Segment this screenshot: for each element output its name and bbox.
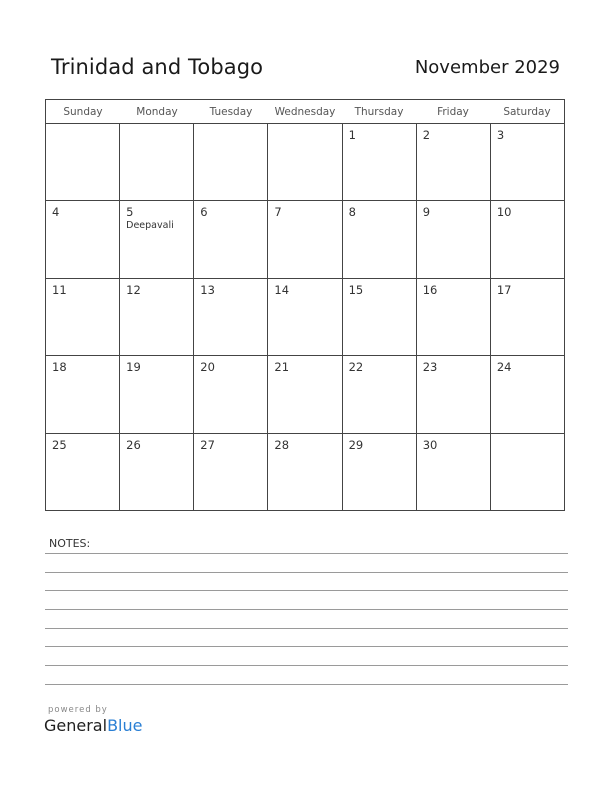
day-cell <box>268 356 342 432</box>
day-number: 25 <box>52 437 67 452</box>
day-cell <box>268 201 342 277</box>
day-number: 30 <box>422 437 438 452</box>
note-line <box>45 684 568 685</box>
day-number: 11 <box>52 282 67 297</box>
day-cell <box>417 434 491 511</box>
day-cell <box>46 124 120 200</box>
notes-label: NOTES: <box>49 537 91 550</box>
note-line <box>45 665 568 666</box>
day-number: 28 <box>274 437 290 452</box>
day-cell <box>417 201 491 277</box>
day-cell <box>268 279 342 355</box>
day-cell <box>120 124 194 200</box>
day-cell <box>343 279 417 355</box>
week-row <box>46 434 564 511</box>
day-number: 19 <box>126 360 141 375</box>
day-number: 8 <box>348 205 356 220</box>
day-number: 4 <box>52 205 60 220</box>
powered-by-text: powered by <box>48 705 108 715</box>
day-number: 10 <box>496 205 512 220</box>
day-number: 15 <box>348 282 364 297</box>
day-number: 23 <box>422 360 438 375</box>
day-number: 22 <box>348 360 364 375</box>
day-cell <box>120 201 194 277</box>
day-cell <box>46 434 120 511</box>
day-number: 6 <box>200 205 208 220</box>
day-number: 13 <box>200 282 215 297</box>
day-cell <box>491 434 564 511</box>
note-line <box>45 609 568 610</box>
week-row <box>46 279 564 356</box>
day-number: 24 <box>496 360 512 375</box>
weekday-sunday: Sunday <box>63 106 103 118</box>
day-cell <box>417 124 491 200</box>
day-cell <box>46 356 120 432</box>
note-line <box>45 590 568 591</box>
day-cell <box>268 124 342 200</box>
day-cell <box>194 434 268 511</box>
day-number: 14 <box>274 282 290 297</box>
calendar-weeks <box>46 124 564 511</box>
weekday-monday: Monday <box>136 106 178 118</box>
weekday-tuesday: Tuesday <box>209 106 253 118</box>
day-cell <box>120 356 194 432</box>
note-line <box>45 553 568 554</box>
day-number: 16 <box>422 282 438 297</box>
day-cell <box>343 124 417 200</box>
day-cell <box>46 201 120 277</box>
weekday-thursday: Thursday <box>354 106 404 118</box>
day-number: 3 <box>496 128 505 142</box>
weekday-header-row <box>46 100 564 124</box>
day-number: 5 <box>126 205 134 220</box>
day-number: 9 <box>422 205 431 220</box>
day-number: 17 <box>496 282 512 297</box>
day-cell <box>491 279 564 355</box>
day-cell <box>268 434 342 511</box>
week-row <box>46 124 564 201</box>
day-number: 7 <box>274 205 282 220</box>
generalblue-logo <box>44 716 142 735</box>
holiday-label: Deepavali <box>126 220 174 232</box>
day-number: 26 <box>126 437 141 452</box>
note-line <box>45 646 568 647</box>
brand-general: General <box>44 716 108 735</box>
day-number: 29 <box>348 437 364 452</box>
day-cell <box>194 356 268 432</box>
calendar-country-title: Trinidad and Tobago <box>51 55 264 79</box>
day-cell <box>46 279 120 355</box>
weekday-friday: Friday <box>437 106 469 118</box>
day-number: 2 <box>422 128 431 142</box>
day-cell <box>343 434 417 511</box>
note-line <box>45 628 568 629</box>
day-number: 12 <box>126 282 141 297</box>
day-cell <box>194 124 268 200</box>
day-number: 27 <box>200 437 215 452</box>
day-cell <box>417 356 491 432</box>
day-cell <box>343 201 417 277</box>
day-cell <box>120 279 194 355</box>
calendar-grid <box>45 99 565 511</box>
week-row <box>46 356 564 433</box>
week-row <box>46 201 564 278</box>
day-number: 18 <box>52 360 67 375</box>
note-line <box>45 572 568 573</box>
day-cell <box>417 279 491 355</box>
day-number: 21 <box>274 360 290 375</box>
day-cell <box>194 201 268 277</box>
day-cell <box>194 279 268 355</box>
brand-blue: Blue <box>107 716 143 735</box>
calendar-month-title: November 2029 <box>414 57 560 78</box>
day-cell <box>491 356 564 432</box>
day-cell <box>491 124 564 200</box>
day-cell <box>491 201 564 277</box>
day-cell <box>120 434 194 511</box>
weekday-saturday: Saturday <box>503 106 551 118</box>
day-number: 1 <box>348 128 356 142</box>
day-number: 20 <box>200 360 215 375</box>
day-cell <box>343 356 417 432</box>
weekday-wednesday: Wednesday <box>274 106 336 118</box>
